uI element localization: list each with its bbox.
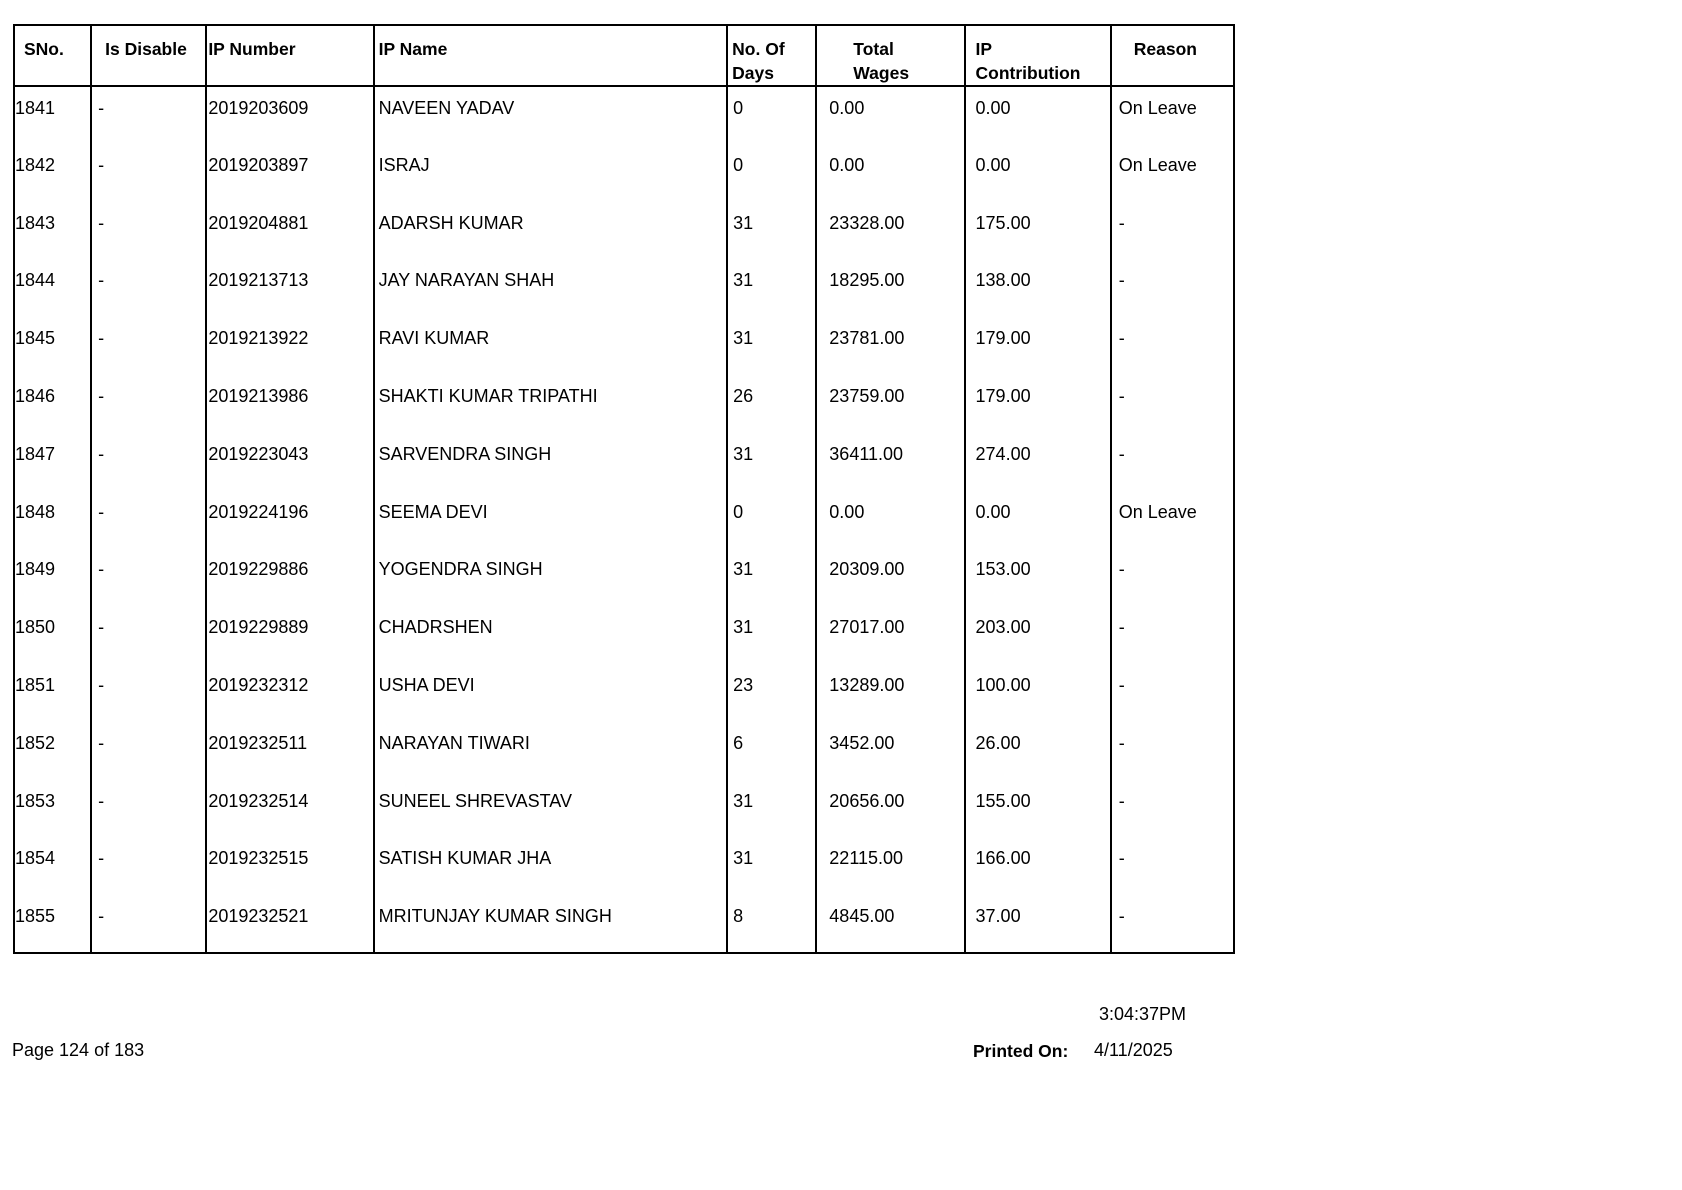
printed-on-label: Printed On: [973, 1041, 1069, 1061]
cell-ip-number: 2019204881 [206, 202, 373, 260]
cell-total-wages: 22115.00 [816, 837, 964, 895]
cell-is-disable: - [91, 837, 206, 895]
cell-reason: - [1111, 722, 1234, 780]
cell-ip-number: 2019213713 [206, 259, 373, 317]
cell-days: 31 [727, 259, 816, 317]
cell-days: 31 [727, 317, 816, 375]
cell-days: 31 [727, 202, 816, 260]
cell-ip-name: SUNEEL SHREVASTAV [374, 780, 728, 838]
cell-ip-number: 2019232511 [206, 722, 373, 780]
cell-days: 8 [727, 895, 816, 953]
cell-ip-contribution: 100.00 [965, 664, 1111, 722]
cell-ip-contribution: 175.00 [965, 202, 1111, 260]
cell-is-disable: - [91, 259, 206, 317]
cell-total-wages: 13289.00 [816, 664, 964, 722]
cell-ip-number: 2019224196 [206, 491, 373, 549]
table-row [14, 606, 1234, 664]
cell-ip-number: 2019232515 [206, 837, 373, 895]
cell-sno: 1845 [14, 317, 91, 375]
cell-reason: - [1111, 202, 1234, 260]
cell-reason: - [1111, 433, 1234, 491]
cell-is-disable: - [91, 722, 206, 780]
cell-ip-name: JAY NARAYAN SHAH [374, 259, 728, 317]
cell-ip-name: SARVENDRA SINGH [374, 433, 728, 491]
cell-reason: On Leave [1111, 86, 1234, 144]
cell-reason: - [1111, 780, 1234, 838]
header-total-wages [816, 25, 964, 86]
cell-ip-name: ADARSH KUMAR [374, 202, 728, 260]
cell-ip-name: ISRAJ [374, 144, 728, 202]
cell-ip-number: 2019223043 [206, 433, 373, 491]
cell-ip-contribution: 138.00 [965, 259, 1111, 317]
cell-total-wages: 0.00 [816, 144, 964, 202]
cell-ip-name: SHAKTI KUMAR TRIPATHI [374, 375, 728, 433]
cell-ip-contribution: 153.00 [965, 548, 1111, 606]
table-row [14, 259, 1234, 317]
table-row [14, 433, 1234, 491]
header-contr-line1: IP [975, 39, 993, 59]
header-ip-name [374, 25, 728, 86]
cell-ip-contribution: 274.00 [965, 433, 1111, 491]
cell-is-disable: - [91, 317, 206, 375]
cell-days: 0 [727, 144, 816, 202]
header-wages-line1: Total [853, 39, 894, 59]
cell-reason: - [1111, 837, 1234, 895]
cell-ip-name: CHADRSHEN [374, 606, 728, 664]
cell-ip-name: MRITUNJAY KUMAR SINGH [374, 895, 728, 953]
cell-total-wages: 36411.00 [816, 433, 964, 491]
cell-is-disable: - [91, 202, 206, 260]
cell-ip-number: 2019232514 [206, 780, 373, 838]
cell-is-disable: - [91, 606, 206, 664]
cell-sno: 1854 [14, 837, 91, 895]
cell-days: 0 [727, 86, 816, 144]
header-reason-label: Reason [1133, 39, 1197, 59]
table-row [14, 895, 1234, 953]
cell-total-wages: 0.00 [816, 491, 964, 549]
header-days-line1: No. Of [732, 39, 785, 59]
cell-total-wages: 27017.00 [816, 606, 964, 664]
header-sno-label: SNo. [24, 39, 64, 59]
table-row [14, 86, 1234, 144]
cell-is-disable: - [91, 86, 206, 144]
cell-sno: 1847 [14, 433, 91, 491]
header-wages-line2: Wages [853, 63, 910, 83]
cell-ip-contribution: 166.00 [965, 837, 1111, 895]
cell-reason: - [1111, 259, 1234, 317]
cell-days: 31 [727, 780, 816, 838]
cell-sno: 1855 [14, 895, 91, 953]
printed-on-date: 4/11/2025 [1094, 1040, 1173, 1060]
cell-is-disable: - [91, 664, 206, 722]
cell-total-wages: 20309.00 [816, 548, 964, 606]
table-row [14, 722, 1234, 780]
cell-total-wages: 0.00 [816, 86, 964, 144]
table-row [14, 837, 1234, 895]
cell-sno: 1848 [14, 491, 91, 549]
table-header [14, 25, 1234, 86]
cell-ip-number: 2019229889 [206, 606, 373, 664]
cell-total-wages: 20656.00 [816, 780, 964, 838]
cell-reason: - [1111, 548, 1234, 606]
cell-ip-contribution: 37.00 [965, 895, 1111, 953]
table-row [14, 548, 1234, 606]
cell-ip-name: NARAYAN TIWARI [374, 722, 728, 780]
cell-ip-number: 2019232521 [206, 895, 373, 953]
header-is-disable-label: Is Disable [105, 39, 187, 59]
cell-sno: 1844 [14, 259, 91, 317]
cell-sno: 1850 [14, 606, 91, 664]
cell-ip-number: 2019213986 [206, 375, 373, 433]
cell-total-wages: 23781.00 [816, 317, 964, 375]
table-row [14, 491, 1234, 549]
cell-sno: 1846 [14, 375, 91, 433]
cell-is-disable: - [91, 895, 206, 953]
cell-ip-name: NAVEEN YADAV [374, 86, 728, 144]
contribution-table [13, 24, 1235, 954]
cell-reason: - [1111, 317, 1234, 375]
cell-reason: On Leave [1111, 144, 1234, 202]
table-row [14, 202, 1234, 260]
header-ip-number-label: IP Number [208, 39, 296, 59]
table-row [14, 375, 1234, 433]
cell-total-wages: 18295.00 [816, 259, 964, 317]
cell-ip-contribution: 203.00 [965, 606, 1111, 664]
header-days-line2: Days [732, 63, 774, 83]
cell-reason: - [1111, 895, 1234, 953]
header-ip-number [206, 25, 373, 86]
cell-sno: 1852 [14, 722, 91, 780]
header-days [727, 25, 816, 86]
cell-ip-name: RAVI KUMAR [374, 317, 728, 375]
cell-ip-name: SEEMA DEVI [374, 491, 728, 549]
cell-days: 31 [727, 433, 816, 491]
cell-ip-contribution: 0.00 [965, 491, 1111, 549]
header-reason [1111, 25, 1234, 86]
cell-is-disable: - [91, 548, 206, 606]
cell-ip-number: 2019203609 [206, 86, 373, 144]
page-number: Page 124 of 183 [12, 1040, 145, 1060]
cell-days: 6 [727, 722, 816, 780]
cell-days: 0 [727, 491, 816, 549]
table-body [14, 86, 1234, 953]
cell-ip-contribution: 26.00 [965, 722, 1111, 780]
cell-days: 31 [727, 548, 816, 606]
cell-total-wages: 4845.00 [816, 895, 964, 953]
cell-is-disable: - [91, 144, 206, 202]
cell-ip-number: 2019213922 [206, 317, 373, 375]
cell-ip-contribution: 155.00 [965, 780, 1111, 838]
cell-sno: 1853 [14, 780, 91, 838]
table-row [14, 664, 1234, 722]
cell-reason: - [1111, 606, 1234, 664]
cell-sno: 1849 [14, 548, 91, 606]
cell-ip-number: 2019229886 [206, 548, 373, 606]
cell-total-wages: 23328.00 [816, 202, 964, 260]
cell-sno: 1843 [14, 202, 91, 260]
cell-sno: 1842 [14, 144, 91, 202]
cell-reason: - [1111, 664, 1234, 722]
cell-days: 31 [727, 837, 816, 895]
cell-sno: 1851 [14, 664, 91, 722]
cell-is-disable: - [91, 375, 206, 433]
cell-is-disable: - [91, 491, 206, 549]
cell-sno: 1841 [14, 86, 91, 144]
header-contr-line2: Contribution [975, 63, 1081, 83]
table-row [14, 144, 1234, 202]
cell-days: 26 [727, 375, 816, 433]
header-ip-contribution [965, 25, 1111, 86]
cell-ip-contribution: 179.00 [965, 317, 1111, 375]
cell-days: 31 [727, 606, 816, 664]
header-is-disable [91, 25, 206, 86]
cell-ip-number: 2019232312 [206, 664, 373, 722]
table-row [14, 780, 1234, 838]
cell-reason: - [1111, 375, 1234, 433]
cell-ip-number: 2019203897 [206, 144, 373, 202]
cell-total-wages: 23759.00 [816, 375, 964, 433]
print-time: 3:04:37PM [1099, 1004, 1187, 1024]
cell-is-disable: - [91, 433, 206, 491]
cell-ip-contribution: 0.00 [965, 86, 1111, 144]
cell-ip-contribution: 0.00 [965, 144, 1111, 202]
header-sno [14, 25, 91, 86]
cell-ip-name: YOGENDRA SINGH [374, 548, 728, 606]
cell-is-disable: - [91, 780, 206, 838]
header-ip-name-label: IP Name [378, 39, 448, 59]
header-row [14, 25, 1234, 86]
cell-total-wages: 3452.00 [816, 722, 964, 780]
cell-ip-name: USHA DEVI [374, 664, 728, 722]
table-row [14, 317, 1234, 375]
cell-ip-name: SATISH KUMAR JHA [374, 837, 728, 895]
cell-reason: On Leave [1111, 491, 1234, 549]
cell-days: 23 [727, 664, 816, 722]
cell-ip-contribution: 179.00 [965, 375, 1111, 433]
